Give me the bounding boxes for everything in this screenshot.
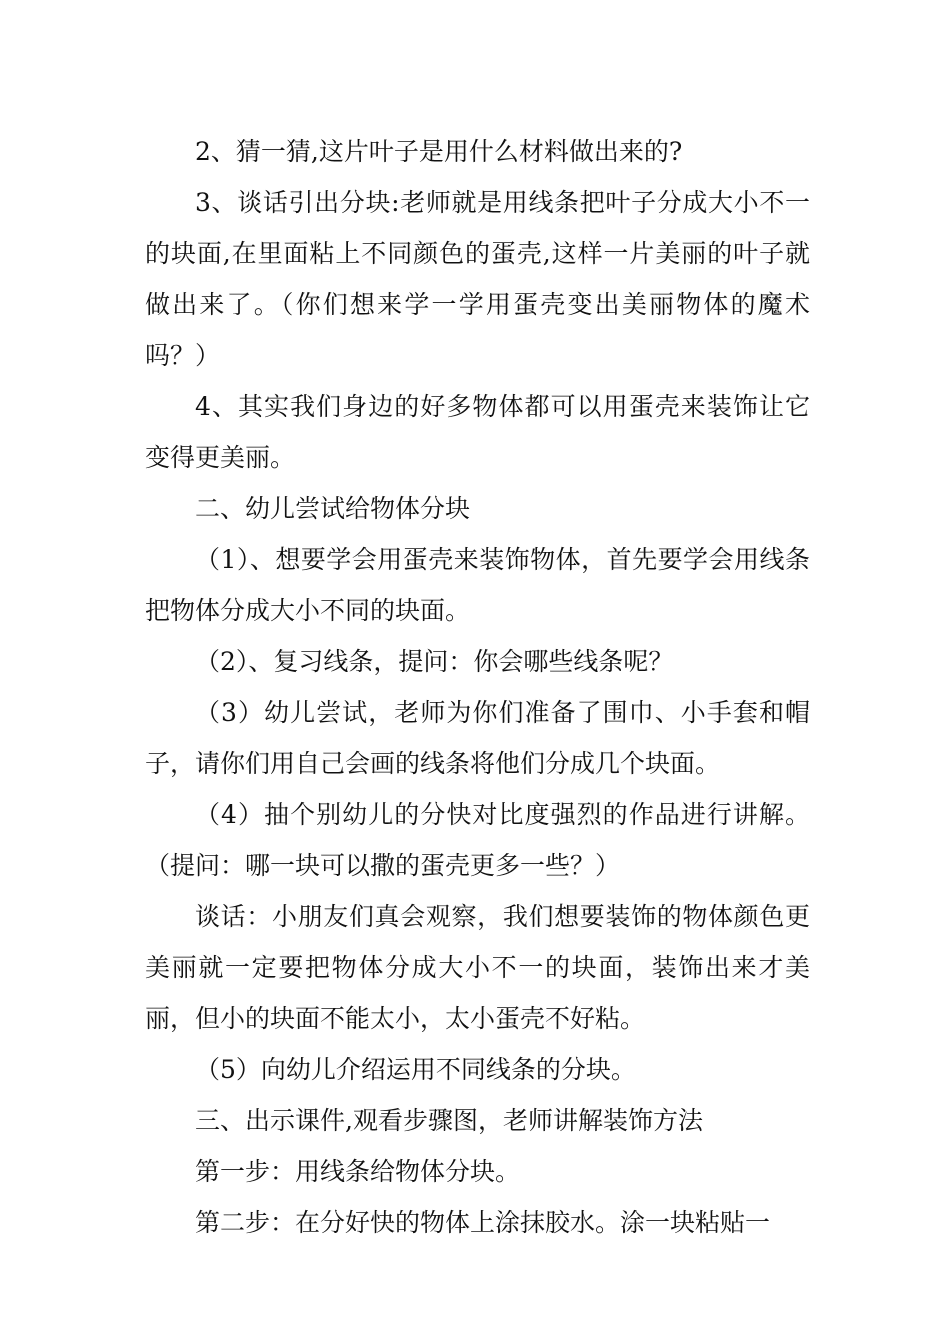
paragraph-decorate-objects: 4、其实我们身边的好多物体都可以用蛋壳来装饰让它变得更美丽。 xyxy=(145,392,810,472)
paragraph-step-3: （3）幼儿尝试，老师为你们准备了围巾、小手套和帽子，请你们用自己会画的线条将他们分成几个块面。 xyxy=(145,698,810,778)
paragraph-talk-blocks: 3、谈话引出分块:老师就是用线条把叶子分成大小不一的块面,在里面粘上不同颜色的蛋壳,这样一片美丽的叶子就做出来了。（你们想来学一学用蛋壳变出美丽物体的魔术吗？） xyxy=(145,188,810,370)
document-body xyxy=(145,126,810,1248)
paragraph-guess-material: 2、猜一猜,这片叶子是用什么材料做出来的? xyxy=(195,137,683,166)
paragraph-step-1: （1）、想要学会用蛋壳来装饰物体，首先要学会用线条把物体分成大小不同的块面。 xyxy=(145,545,810,625)
paragraph-first-step: 第一步：用线条给物体分块。 xyxy=(195,1157,521,1186)
section-heading-two: 二、幼儿尝试给物体分块 xyxy=(195,494,471,523)
paragraph-step-2: （2）、复习线条，提问：你会哪些线条呢？ xyxy=(195,647,674,676)
section-heading-three: 三、出示课件,观看步骤图，老师讲解装饰方法 xyxy=(195,1106,703,1135)
paragraph-talk-observe: 谈话：小朋友们真会观察，我们想要装饰的物体颜色更美丽就一定要把物体分成大小不一的块面，装饰出来才美丽，但小的块面不能太小，太小蛋壳不好粘。 xyxy=(145,902,810,1033)
paragraph-step-4: （4）抽个别幼儿的分快对比度强烈的作品进行讲解。（提问：哪一块可以撒的蛋壳更多一些？） xyxy=(145,800,810,880)
paragraph-step-5: （5）向幼儿介绍运用不同线条的分块。 xyxy=(195,1055,636,1084)
paragraph-second-step: 第二步：在分好快的物体上涂抹胶水。涂一块粘贴一 xyxy=(195,1208,771,1237)
